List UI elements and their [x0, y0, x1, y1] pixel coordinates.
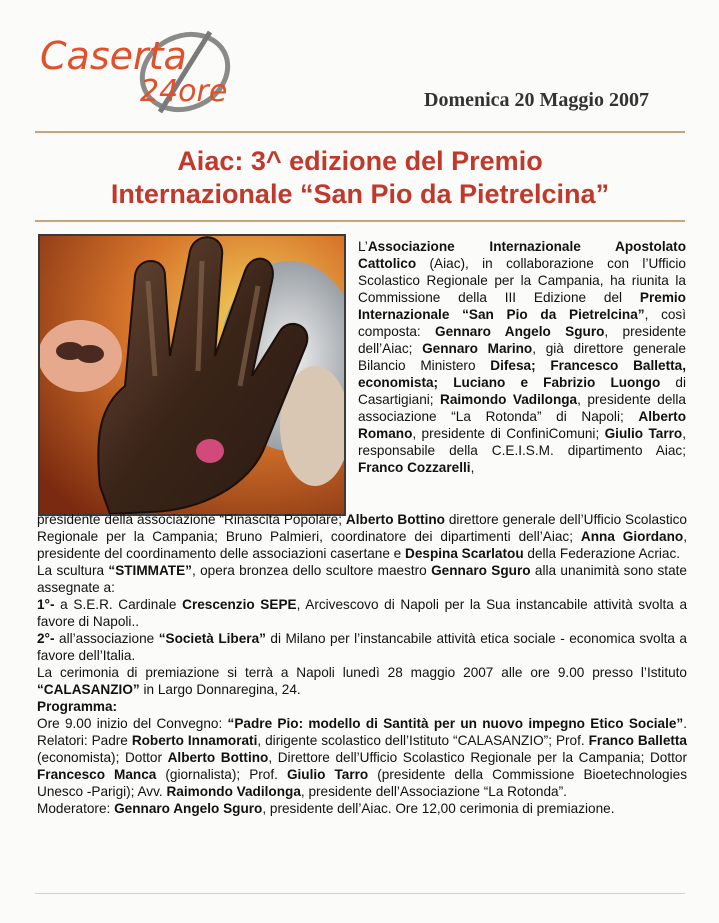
- text-run: Moderatore:: [37, 801, 115, 816]
- bold-text-run: Gennaro Sguro: [431, 563, 531, 578]
- bold-text-run: Difesa; Francesco Balletta, economista; Luciano e Fabrizio Luongo: [358, 358, 686, 390]
- bold-text-run: “CALASANZIO”: [37, 682, 140, 697]
- intro-paragraph: [358, 238, 686, 476]
- text-run: , Direttore dell’Ufficio Scolastico Regionale per la Campania; Dottor: [268, 750, 687, 765]
- text-run: a S.E.R. Cardinale: [54, 597, 183, 612]
- text-run: di Casartigiani;: [358, 375, 687, 407]
- logo-text-sub: 24ore: [140, 74, 228, 109]
- text-run: , dirigente scolastico dell’Istituto “CALASANZIO”; Prof.: [257, 733, 589, 748]
- text-run: , Arcivescovo di Napoli per la Sua instancabile attività svolta a favore di Napoli..: [37, 597, 688, 629]
- text-run: , presidente dell’Aiac. Ore 12,00 cerimonia di premiazione.: [262, 801, 615, 816]
- title-line-2: Internazionale “San Pio da Pietrelcina”: [110, 179, 610, 209]
- body-paragraph: [37, 596, 687, 630]
- bold-text-run: Raimondo Vadilonga: [166, 784, 301, 799]
- body-paragraph: [37, 630, 687, 664]
- bold-text-run: Gennaro Angelo Sguro: [114, 801, 263, 816]
- text-run: Ore 9.00 inizio del Convegno:: [37, 716, 228, 731]
- bold-text-run: Francesco Manca: [37, 767, 157, 782]
- text-run: , già direttore generale Bilancio Ministero: [358, 341, 686, 373]
- bold-text-run: Alberto Bottino: [345, 512, 445, 527]
- text-run: direttore generale dell’Ufficio Scolastico Regionale per la Campania; Bruno Palmieri, coordinatore dei dipartimenti dell’Aiac;: [37, 512, 687, 544]
- text-run: . Relatori: Padre: [37, 716, 688, 748]
- body-paragraph: [37, 511, 687, 562]
- bold-text-run: Despina Scarlatou: [405, 546, 524, 561]
- bold-text-run: Franco Cozzarelli: [358, 460, 471, 475]
- text-run: , presidente dell’Aiac;: [358, 324, 687, 356]
- title-divider: [35, 220, 685, 222]
- bold-text-run: 2°-: [37, 631, 55, 646]
- article-body: [37, 511, 687, 817]
- body-paragraph: [37, 562, 687, 596]
- body-paragraph: [37, 800, 687, 817]
- bold-text-run: Raimondo Vadilonga: [440, 392, 578, 407]
- bold-text-run: 1°-: [37, 597, 55, 612]
- body-paragraph: [37, 715, 687, 800]
- text-run: presidente della associazione “Rinascita Popolare;: [37, 512, 346, 527]
- text-run: , opera bronzea dello scultore maestro: [191, 563, 432, 578]
- bold-text-run: Crescenzio SEPE: [182, 597, 297, 612]
- text-run: , presidente della associazione “La Rotonda” di Napoli;: [358, 392, 686, 424]
- text-run: (giornalista); Prof.: [156, 767, 287, 782]
- body-paragraph: [37, 698, 687, 715]
- bold-text-run: Premio Internazionale “San Pio da Pietrelcina”: [358, 290, 686, 322]
- text-run: La cerimonia di premiazione si terrà a Napoli lunedì 28 maggio 2007 alle ore 9.00 presso l’Istituto: [37, 665, 687, 680]
- bottom-divider: [35, 893, 685, 894]
- sculpture-image: [40, 236, 344, 514]
- logo-text-main: Caserta: [40, 34, 187, 78]
- text-run: , responsabile della C.E.I.S.M. dipartimento Aiac;: [358, 426, 686, 458]
- text-run: , presidente dell’Associazione “La Rotonda”.: [300, 784, 567, 799]
- text-run: La scultura: [37, 563, 109, 578]
- issue-date: Domenica 20 Maggio 2007: [424, 89, 649, 111]
- text-run: , presidente del coordinamento delle associazioni casertane e: [37, 529, 687, 561]
- bold-text-run: Anna Giordano: [580, 529, 684, 544]
- bold-text-run: “STIMMATE”: [108, 563, 192, 578]
- text-run: , presidente di ConfiniComuni;: [412, 426, 605, 441]
- text-run: (presidente della Commissione Bioetechnologies Unesco -Parigi); Avv.: [37, 767, 687, 799]
- text-run: , così composta:: [358, 307, 687, 339]
- text-run: in Largo Donnaregina, 24.: [139, 682, 301, 697]
- bold-text-run: Giulio Tarro: [604, 426, 683, 441]
- article-right-column: [358, 238, 686, 476]
- text-run: della Federazione Acriac.: [523, 546, 681, 561]
- bold-text-run: Roberto Innamorati: [131, 733, 258, 748]
- top-divider: [35, 131, 685, 133]
- bold-text-run: Franco Balletta: [588, 733, 687, 748]
- text-run: (economista); Dottor: [37, 750, 168, 765]
- bold-text-run: Giulio Tarro: [286, 767, 369, 782]
- body-paragraph: [37, 664, 687, 698]
- text-run: (Aiac), in collaborazione con l’Ufficio Scolastico Regionale per la Campania, ha riunita la Commissione della III Edizione del: [358, 256, 686, 305]
- bold-text-run: Programma:: [37, 699, 118, 714]
- text-run: all’associazione: [54, 631, 159, 646]
- bold-text-run: Associazione Internazionale Apostolato Cattolico: [358, 239, 686, 271]
- text-run: di Milano per l’instancabile attività etica sociale - economica svolta a favore dell’Italia.: [37, 631, 687, 663]
- bold-text-run: Alberto Romano: [358, 409, 686, 441]
- title-line-1: Aiac: 3^ edizione del Premio: [177, 146, 543, 176]
- text-run: alla unanimità sono state assegnate a:: [37, 563, 687, 595]
- masthead-logo: [10, 14, 310, 114]
- text-run: ,: [470, 460, 475, 475]
- sculpture-photo: [38, 234, 346, 516]
- bold-text-run: Gennaro Marino: [422, 341, 533, 356]
- bold-text-run: Alberto Bottino: [167, 750, 269, 765]
- text-run: L’: [358, 239, 368, 254]
- bold-text-run: “Padre Pio: modello di Santità per un nuovo impegno Etico Sociale”: [227, 716, 684, 731]
- article-title: [40, 145, 680, 211]
- bold-text-run: Gennaro Angelo Sguro: [435, 324, 605, 339]
- bold-text-run: “Società Libera”: [158, 631, 266, 646]
